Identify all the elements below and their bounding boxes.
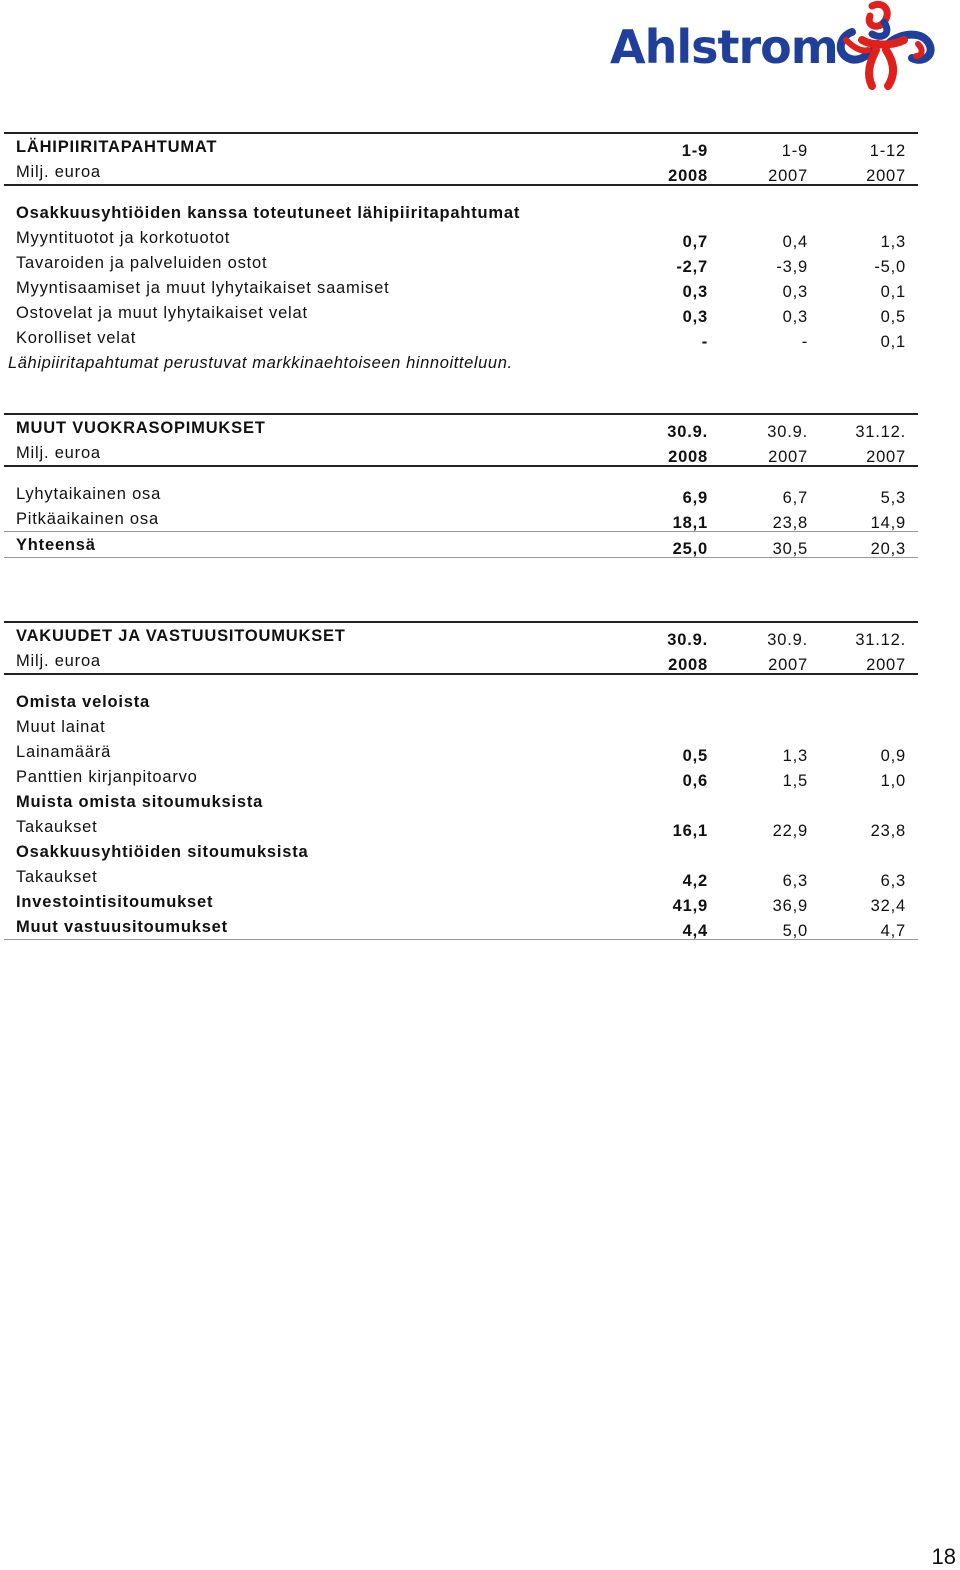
subtitle-row <box>4 200 918 225</box>
col3-header: 31.12. <box>855 631 906 649</box>
header-row-2 <box>4 440 918 465</box>
value-2007-fy: 23,8 <box>870 822 906 840</box>
col1-header: 30.9. <box>667 423 708 441</box>
header-row-1 <box>4 623 918 648</box>
value-2007-q3: 0,4 <box>782 233 808 251</box>
total-row <box>4 532 918 557</box>
col2-header: 1-9 <box>781 142 808 160</box>
value-2008: -2,7 <box>676 258 708 276</box>
value-2007-q3: - <box>801 333 808 351</box>
total-2007-fy: 20,3 <box>870 540 906 558</box>
table-row <box>4 714 918 739</box>
row-label: Lyhytaikainen osa <box>16 485 162 503</box>
section-subtitle: Osakkuusyhtiöiden kanssa toteutuneet lähipiiritapahtumat <box>16 204 521 222</box>
spacer <box>4 675 918 689</box>
value-2007-q3: 1,3 <box>782 747 808 765</box>
table-row <box>4 739 918 764</box>
col2-year: 2007 <box>768 167 808 185</box>
row-label: Myyntituotot ja korkotuotot <box>16 229 231 247</box>
table-row <box>4 914 918 939</box>
row-label: Myyntisaamiset ja muut lyhytaikaiset saamiset <box>16 279 390 297</box>
value-2007-fy: 6,3 <box>880 872 906 890</box>
value-2007-fy: 14,9 <box>870 514 906 532</box>
unit-label: Milj. euroa <box>16 163 101 181</box>
col3-year: 2007 <box>866 448 906 466</box>
section-title: VAKUUDET JA VASTUUSITOUMUKSET <box>16 627 346 645</box>
bottom-rule <box>4 939 918 940</box>
row-label: Ostovelat ja muut lyhytaikaiset velat <box>16 304 308 322</box>
header-row-2 <box>4 648 918 673</box>
unit-label: Milj. euroa <box>16 652 101 670</box>
row-label: Lainamäärä <box>16 743 112 761</box>
col1-header: 30.9. <box>667 631 708 649</box>
col1-year: 2008 <box>668 656 708 674</box>
col1-year: 2008 <box>668 167 708 185</box>
value-2007-q3: 5,0 <box>782 922 808 940</box>
spacer <box>4 467 918 481</box>
col3-year: 2007 <box>866 167 906 185</box>
value-2007-fy: 5,3 <box>880 489 906 507</box>
col1-header: 1-9 <box>681 142 708 160</box>
collateral-commitments-section <box>4 621 918 940</box>
row-label: Pitkäaikainen osa <box>16 510 159 528</box>
section-title: MUUT VUOKRASOPIMUKSET <box>16 419 266 437</box>
spacer <box>4 186 918 200</box>
value-2008: 6,9 <box>682 489 708 507</box>
value-2008: 0,3 <box>682 283 708 301</box>
value-2008: 41,9 <box>672 897 708 915</box>
row-label: Muut lainat <box>16 718 106 736</box>
value-2007-q3: 0,3 <box>782 308 808 326</box>
table-row <box>4 814 918 839</box>
related-party-section <box>4 132 918 375</box>
value-2007-fy: 0,1 <box>880 283 906 301</box>
row-label: Tavaroiden ja palveluiden ostot <box>16 254 268 272</box>
table-row <box>4 506 918 531</box>
value-2008: 0,7 <box>682 233 708 251</box>
row-label: Investointisitoumukset <box>16 893 214 911</box>
value-2008: 0,5 <box>682 747 708 765</box>
section-title: LÄHIPIIRITAPAHTUMAT <box>16 138 218 156</box>
table-row <box>4 764 918 789</box>
group-heading: Omista veloista <box>16 693 150 711</box>
table-row <box>4 325 918 350</box>
value-2007-q3: 0,3 <box>782 283 808 301</box>
table-row <box>4 275 918 300</box>
value-2007-fy: -5,0 <box>874 258 906 276</box>
value-2007-q3: 6,3 <box>782 872 808 890</box>
group-heading: Muista omista sitoumuksista <box>16 793 264 811</box>
table-row <box>4 300 918 325</box>
value-2007-fy: 0,5 <box>880 308 906 326</box>
unit-label: Milj. euroa <box>16 444 101 462</box>
table-row <box>4 689 918 714</box>
total-label: Yhteensä <box>16 536 96 554</box>
ahlstrom-logo <box>610 0 950 95</box>
total-2008: 25,0 <box>672 540 708 558</box>
group-heading: Osakkuusyhtiöiden sitoumuksista <box>16 843 309 861</box>
value-2008: 4,4 <box>682 922 708 940</box>
table-row <box>4 250 918 275</box>
row-label: Panttien kirjanpitoarvo <box>16 768 198 786</box>
value-2007-q3: 22,9 <box>772 822 808 840</box>
ahlstrom-emblem-icon <box>832 0 942 92</box>
table-row <box>4 889 918 914</box>
value-2007-q3: 36,9 <box>772 897 808 915</box>
header-row-1 <box>4 134 918 159</box>
page-number: 18 <box>931 1544 956 1569</box>
col3-header: 31.12. <box>855 423 906 441</box>
note-text: Lähipiiritapahtumat perustuvat markkinaehtoiseen hinnoitteluun. <box>8 354 513 372</box>
value-2008: 0,3 <box>682 308 708 326</box>
col1-year: 2008 <box>668 448 708 466</box>
pricing-note <box>4 350 918 375</box>
header-row-1 <box>4 415 918 440</box>
value-2007-fy: 1,3 <box>880 233 906 251</box>
table-row <box>4 481 918 506</box>
value-2007-fy: 32,4 <box>870 897 906 915</box>
value-2007-fy: 1,0 <box>880 772 906 790</box>
logo-text: Ahlstrom <box>610 20 838 74</box>
table-row <box>4 225 918 250</box>
value-2008: 0,6 <box>682 772 708 790</box>
col2-year: 2007 <box>768 656 808 674</box>
value-2007-q3: -3,9 <box>776 258 808 276</box>
row-label: Takaukset <box>16 868 98 886</box>
value-2007-fy: 0,9 <box>880 747 906 765</box>
col2-header: 30.9. <box>767 423 808 441</box>
row-label: Takaukset <box>16 818 98 836</box>
value-2007-q3: 1,5 <box>782 772 808 790</box>
row-label: Korolliset velat <box>16 329 137 347</box>
value-2008: 16,1 <box>672 822 708 840</box>
value-2008: 18,1 <box>672 514 708 532</box>
col3-header: 1-12 <box>869 142 906 160</box>
table-row <box>4 839 918 864</box>
col2-header: 30.9. <box>767 631 808 649</box>
header-row-2 <box>4 159 918 184</box>
col3-year: 2007 <box>866 656 906 674</box>
value-2007-q3: 23,8 <box>772 514 808 532</box>
value-2007-q3: 6,7 <box>782 489 808 507</box>
col2-year: 2007 <box>768 448 808 466</box>
value-2008: 4,2 <box>682 872 708 890</box>
value-2007-fy: 4,7 <box>880 922 906 940</box>
row-label: Muut vastuusitoumukset <box>16 918 228 936</box>
value-2007-fy: 0,1 <box>880 333 906 351</box>
table-row <box>4 864 918 889</box>
table-row <box>4 789 918 814</box>
value-2008: - <box>701 333 708 351</box>
total-2007-q3: 30,5 <box>772 540 808 558</box>
other-leases-section <box>4 413 918 558</box>
